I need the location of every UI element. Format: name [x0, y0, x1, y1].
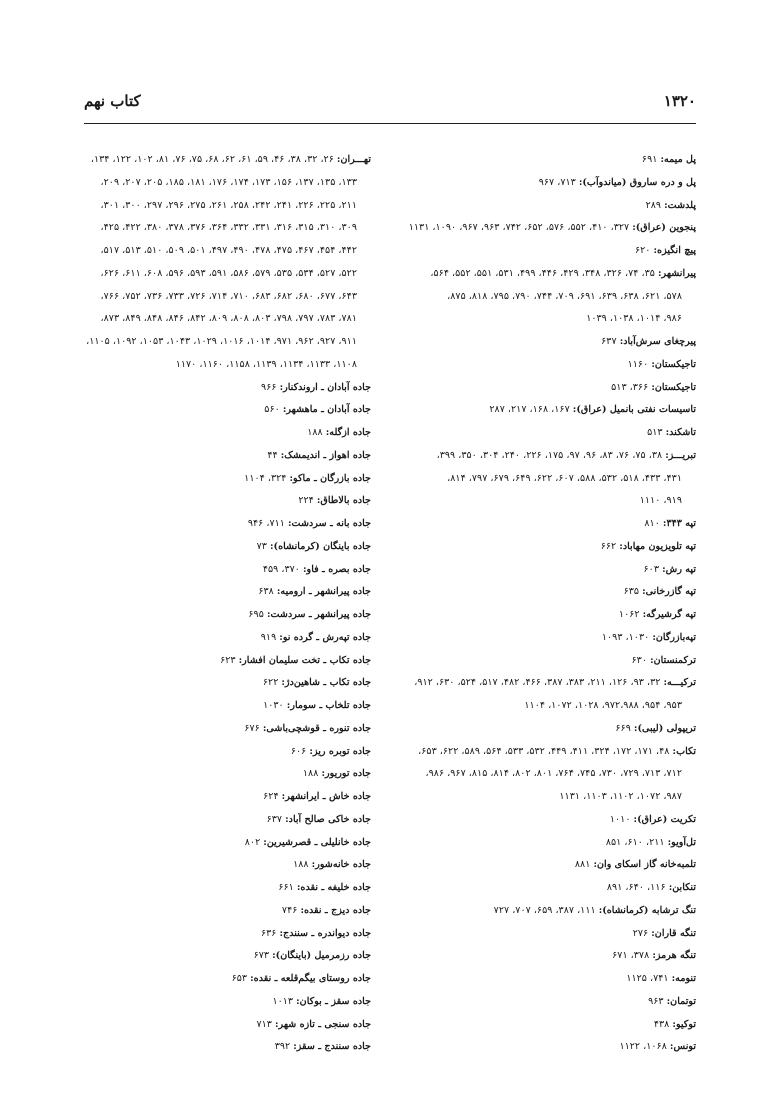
index-term: تنکابن:	[668, 882, 696, 893]
index-column-left	[81, 149, 371, 1059]
index-entry: تپه‌بازرگان: ۱۰۳۰، ۱۰۹۳	[601, 631, 696, 643]
index-entry: جاده دیزج ـ نقده: ۷۴۶	[281, 904, 371, 916]
index-term: توتمان:	[666, 995, 696, 1007]
index-entry: جاده تپه‌رش ـ گرده نو: ۹۱۹	[260, 631, 371, 643]
index-term: تاجیکستان:	[651, 358, 696, 370]
index-term: پنجوین (عراق):	[632, 222, 696, 234]
index-entry: تهـــران: ۲۶، ۳۲، ۳۸، ۴۶، ۵۹، ۶۱، ۶۲، ۶۸، ۷۵، ۷۶، ۸۱، ۱۰۲، ۱۲۲، ۱۳۴،	[90, 154, 371, 165]
index-entry: پیرانشهر: ۳۵، ۷۴، ۳۲۶، ۳۴۸، ۴۲۹، ۴۴۶، ۴۹۹، ۵۳۱، ۵۵۱، ۵۵۲، ۵۶۴،	[430, 267, 696, 279]
index-entry: جاده پیرانشهر ـ سردشت: ۶۹۵	[248, 609, 371, 620]
index-entry: جاده تنوره ـ قوشچی‌باشی: ۶۷۶	[244, 722, 371, 734]
index-entry: پلدشت: ۲۸۹	[645, 199, 696, 211]
index-term: جاده تپه‌رش ـ گرده نو:	[279, 631, 371, 643]
index-entry-continuation: ۵۷۸، ۶۲۱، ۶۳۸، ۶۳۹، ۶۹۱، ۷۰۹، ۷۴۴، ۷۹۰، ۷۹۵، ۸۱۸، ۸۷۵،	[447, 290, 682, 302]
index-entry: جاده خاکی صالح آباد: ۶۳۷	[266, 813, 371, 825]
index-term: توکیو:	[672, 1018, 696, 1030]
index-entry-continuation: ۳۰۹، ۳۱۰، ۳۱۵، ۳۱۶، ۳۳۱، ۳۳۲، ۳۶۴، ۳۷۶، ۳۷۸، ۳۸۰، ۴۲۲، ۴۲۵،	[100, 222, 357, 234]
index-entry-continuation: ۹۱۱، ۹۲۷، ۹۶۲، ۹۷۱، ۱۰۱۴، ۱۰۱۶، ۱۰۲۹، ۱۰۴۳، ۱۰۵۳، ۱۰۹۲، ۱۱۰۵،	[86, 336, 357, 347]
index-term: ترکیـــه:	[663, 677, 696, 689]
index-term: تکاب:	[672, 745, 696, 757]
index-term: جاده خلیفه ـ نقده:	[296, 882, 371, 893]
index-term: تهـــران:	[336, 154, 371, 165]
index-term: پل و دره ساروق (میاندوآب):	[578, 176, 696, 188]
index-term: تاشکند:	[665, 427, 696, 438]
index-entry-continuation: ۴۴۲، ۴۵۴، ۴۶۷، ۴۷۵، ۴۷۸، ۴۹۰، ۴۹۷، ۵۰۱، ۵۰۹، ۵۱۰، ۵۱۳، ۵۱۷،	[100, 245, 357, 256]
index-entry-continuation: ۱۳۳، ۱۳۵، ۱۳۷، ۱۵۶، ۱۷۳، ۱۷۴، ۱۷۶، ۱۸۱، ۱۸۵، ۲۰۵، ۲۰۷، ۲۰۹،	[100, 176, 357, 188]
index-term: جاده بازرگان ـ ماکو:	[289, 472, 371, 484]
index-term: جاده خاش ـ ایرانشهر:	[281, 791, 371, 802]
index-entry: توکیو: ۴۳۸	[653, 1018, 696, 1030]
index-term: جاده تکاب ـ تخت سلیمان افشار:	[238, 654, 371, 666]
index-term: جاده دیزج ـ نقده:	[300, 904, 371, 916]
index-entry: جاده خانلیلی ـ قصرشیرین: ۸۰۲	[244, 836, 371, 848]
index-term: جاده اهواز ـ اندیمشک:	[280, 449, 371, 461]
index-term: جاده باینگان (کرمانشاه):	[270, 540, 371, 552]
index-entry-continuation: ۹۱۹، ۱۱۱۰	[639, 495, 682, 507]
page-number: ۱۳۲۰	[663, 92, 696, 110]
index-term: جاده توبره ریز:	[309, 745, 371, 757]
index-entry: تپه گازرخانی: ۶۳۵	[623, 586, 696, 598]
index-entry: جاده تلخاب ـ سومار: ۱۰۳۰	[263, 700, 371, 711]
index-entry: جاده خانه‌شور: ۱۸۸	[293, 859, 371, 871]
index-entry: تپه رش: ۶۰۳	[643, 563, 696, 575]
index-term: جاده دیواندره ـ سنندج:	[279, 927, 371, 939]
index-term: جاده خانلیلی ـ قصرشیرین:	[263, 836, 371, 848]
index-term: جاده سنندج ـ سقز:	[293, 1041, 371, 1053]
index-term: تنگه هرمز:	[652, 950, 696, 962]
index-term: جاده آبادان ـ ماهشهر:	[282, 404, 371, 416]
index-entry-continuation: ۲۱۱، ۲۲۵، ۲۲۶، ۲۴۱، ۲۴۲، ۲۵۸، ۲۶۱، ۲۷۵، ۲۹۶، ۲۹۷، ۳۰۰، ۳۰۱،	[100, 199, 357, 211]
index-entry: توتمان: ۹۶۳	[648, 995, 696, 1007]
index-entry: جاده بالاطاق: ۲۲۴	[298, 495, 371, 507]
index-term: جاده پیرانشهر ـ سردشت:	[266, 609, 371, 620]
index-entry: تاسیسات نفتی بانمیل (عراق): ۱۶۷، ۱۶۸، ۲۱۷، ۲۸۷	[489, 404, 696, 416]
index-entry-continuation: ۹۵۳، ۹۵۴، ۹۷۲،۹۸۸، ۱۰۲۸، ۱۰۷۲، ۱۱۰۴	[524, 700, 682, 711]
index-term: جاده بانه ـ سردشت:	[288, 518, 371, 529]
book-title: کتاب نهم	[84, 92, 141, 110]
index-term: جاده ازگله:	[325, 427, 371, 438]
index-entry: تنگ ترشابه (کرمانشاه): ۱۱۱، ۳۸۷، ۶۵۹، ۷۰۷، ۷۲۷	[493, 904, 696, 916]
index-entry: جاده سنجی ـ تازه شهر: ۷۱۳	[256, 1018, 371, 1030]
index-column-right	[396, 149, 696, 1059]
header-rule	[84, 123, 696, 124]
index-term: تپه گازرخانی:	[642, 586, 696, 598]
index-entry: جاده بصره ـ فاو: ۳۷۰، ۴۵۹	[262, 563, 371, 575]
index-term: پیرچغای سرش‌آباد:	[619, 336, 696, 347]
index-term: تلمبه‌خانه گاز اسکای وان:	[593, 859, 696, 871]
index-entry: تلمبه‌خانه گاز اسکای وان: ۸۸۱	[574, 859, 696, 871]
index-entry: تپه تلویزیون مهاباد: ۶۶۲	[600, 540, 696, 552]
index-entry: تنگه هرمز: ۳۷۸، ۶۷۱	[612, 950, 696, 962]
index-term: جاده توریور:	[321, 768, 371, 780]
index-entry: تل‌آویو: ۲۱۱، ۶۱۰، ۸۵۱	[605, 836, 696, 848]
index-entry: جاده توبره ریز: ۶۰۶	[290, 745, 371, 757]
index-entry: تپه گرشیرگه: ۱۰۶۲	[618, 609, 696, 620]
index-term: تنگه قاران:	[651, 927, 696, 939]
index-entry: جاده سنندج ـ سقز: ۳۹۲	[274, 1041, 371, 1053]
index-term: تونس:	[669, 1041, 696, 1053]
index-term: جاده خانه‌شور:	[311, 859, 371, 871]
index-term: تبریـــز:	[665, 449, 696, 461]
index-entry: تریپولی (لیبی): ۶۶۹	[615, 722, 696, 734]
index-entry: پیرچغای سرش‌آباد: ۶۳۷	[601, 336, 696, 347]
index-entry: جاده ازگله: ۱۸۸	[307, 427, 371, 438]
index-entry-continuation: ۱۱۰۸، ۱۱۳۳، ۱۱۳۴، ۱۱۳۹، ۱۱۵۸، ۱۱۶۰، ۱۱۷۰	[175, 358, 357, 370]
index-term: جاده بالاطاق:	[316, 495, 371, 507]
index-entry: تکاب: ۴۸، ۱۷۱، ۱۷۲، ۳۲۴، ۴۱۱، ۴۴۹، ۵۳۲، ۵۳۳، ۵۶۴، ۵۸۹، ۶۲۲، ۶۵۳،	[418, 745, 696, 757]
index-term: ترکمنستان:	[650, 654, 696, 666]
index-term: تکریت (عراق):	[633, 813, 696, 825]
index-entry: جاده تکاب ـ تخت سلیمان افشار: ۶۲۳	[220, 654, 371, 666]
index-entry: جاده تکاب ـ شاهین‌دژ: ۶۲۲	[262, 677, 371, 689]
index-term: جاده روستای بیگم‌قلعه ـ نقده:	[250, 973, 371, 984]
index-term: پیرانشهر:	[657, 267, 696, 279]
index-entry: تنگه قاران: ۲۷۶	[632, 927, 696, 939]
index-entry-continuation: ۹۸۷، ۱۰۷۲، ۱۱۰۲، ۱۱۰۳، ۱۱۳۱	[559, 791, 682, 802]
index-term: جاده سقز ـ بوکان:	[296, 995, 371, 1007]
index-entry: جاده سقز ـ بوکان: ۱۰۱۳	[272, 995, 371, 1007]
index-entry: پنجوین (عراق): ۳۲۷، ۴۱۰، ۵۵۲، ۵۷۶، ۶۵۲، ۷۴۲، ۹۶۳، ۹۶۷، ۱۰۹۰، ۱۱۳۱	[408, 222, 696, 234]
index-entry: جاده رزمرمیل (باینگان): ۶۷۳	[253, 950, 371, 962]
index-entry: تاجیکستان: ۱۱۶۰	[627, 358, 696, 370]
index-entry: جاده بانه ـ سردشت: ۷۱۱، ۹۴۶	[247, 518, 371, 529]
index-term: جاده خاکی صالح آباد:	[285, 813, 371, 825]
index-term: تپه تلویزیون مهاباد:	[619, 540, 696, 552]
index-entry: جاده خاش ـ ایرانشهر: ۶۲۴	[263, 791, 371, 802]
index-term: تل‌آویو:	[667, 836, 696, 848]
index-term: جاده رزمرمیل (باینگان):	[272, 950, 371, 962]
index-term: جاده تکاب ـ شاهین‌دژ:	[281, 677, 371, 689]
index-entry-continuation: ۵۲۲، ۵۲۷، ۵۳۴، ۵۳۵، ۵۷۹، ۵۸۶، ۵۹۱، ۵۹۳، ۵۹۶، ۶۰۸، ۶۱۱، ۶۲۶،	[100, 267, 357, 279]
index-term: تاسیسات نفتی بانمیل (عراق):	[572, 404, 696, 416]
index-entry: جاده باینگان (کرمانشاه): ۷۳	[256, 540, 371, 552]
index-entry: پل و دره ساروق (میاندوآب): ۷۱۳، ۹۶۷	[538, 176, 696, 188]
index-entry: تاجیکستان: ۳۶۶، ۵۱۳	[611, 381, 696, 393]
index-term: جاده تلخاب ـ سومار:	[286, 700, 371, 711]
index-term: تنگ ترشابه (کرمانشاه):	[598, 904, 696, 916]
index-entry: ترکیـــه: ۳۲، ۹۳، ۱۲۶، ۲۱۱، ۳۸۳، ۳۸۷، ۴۶۶، ۴۸۲، ۵۱۷، ۵۲۴، ۶۳۰، ۹۱۲،	[414, 677, 696, 689]
index-entry: ترکمنستان: ۶۳۰	[631, 654, 696, 666]
index-term: جاده سنجی ـ تازه شهر:	[275, 1018, 371, 1030]
index-term: تپه رش:	[662, 563, 696, 575]
index-term: تنومه:	[671, 973, 696, 984]
index-entry: پیچ انگیزه: ۶۲۰	[634, 245, 696, 256]
index-term: پیچ انگیزه:	[653, 245, 696, 256]
index-entry: جاده اهواز ـ اندیمشک: ۴۴	[267, 449, 371, 461]
index-term: تپه ۳۴۳:	[662, 518, 696, 529]
index-entry: جاده پیرانشهر ـ ارومیه: ۶۳۸	[258, 586, 371, 598]
index-entry-continuation: ۷۱۲، ۷۱۳، ۷۲۹، ۷۳۰، ۷۴۵، ۷۶۴، ۸۰۱، ۸۰۲، ۸۱۴، ۸۱۵، ۹۶۷، ۹۸۶،	[425, 768, 682, 780]
index-term: جاده آبادان ـ اروندکنار:	[279, 381, 371, 393]
index-term: تپه‌بازرگان:	[652, 631, 696, 643]
index-term: پلدشت:	[664, 199, 696, 211]
index-entry: جاده بازرگان ـ ماکو: ۳۲۴، ۱۱۰۴	[244, 472, 371, 484]
index-entry-continuation: ۶۴۳، ۶۷۷، ۶۸۰، ۶۸۲، ۶۸۳، ۷۱۰، ۷۱۴، ۷۲۶، ۷۳۳، ۷۳۶، ۷۵۲، ۷۶۶،	[100, 290, 357, 302]
index-term: جاده بصره ـ فاو:	[303, 563, 371, 575]
index-entry: تاشکند: ۵۱۳	[647, 427, 696, 438]
index-entry: تکریت (عراق): ۱۰۱۰	[609, 813, 696, 825]
index-entry: تنومه: ۷۴۱، ۱۱۲۵	[626, 973, 696, 984]
index-entry: جاده روستای بیگم‌قلعه ـ نقده: ۶۵۳	[231, 973, 371, 984]
index-entry: جاده آبادان ـ ماهشهر: ۵۶۰	[264, 404, 371, 416]
index-term: تاجیکستان:	[651, 381, 696, 393]
index-term: جاده تنوره ـ قوشچی‌باشی:	[262, 722, 371, 734]
index-entry: جاده توریور: ۱۸۸	[302, 768, 371, 780]
index-entry-continuation: ۹۸۶، ۱۰۱۴، ۱۰۳۸، ۱۰۳۹	[586, 313, 682, 325]
index-entry: تونس: ۱۰۶۸، ۱۱۲۲	[619, 1041, 696, 1053]
index-entry: تنکابن: ۱۱۶، ۶۴۰، ۸۹۱	[606, 882, 696, 893]
index-entry-continuation: ۷۸۱، ۷۸۳، ۷۹۷، ۷۹۸، ۸۰۳، ۸۰۸، ۸۰۹، ۸۴۲، ۸۴۶، ۸۴۸، ۸۴۹، ۸۷۳،	[100, 313, 357, 325]
index-entry: پل میمه: ۶۹۱	[641, 154, 696, 165]
index-term: تریپولی (لیبی):	[633, 722, 696, 734]
index-term: جاده پیرانشهر ـ ارومیه:	[276, 586, 371, 598]
index-entry: جاده آبادان ـ اروندکنار: ۹۶۶	[261, 381, 371, 393]
index-entry-continuation: ۴۳۱، ۴۳۳، ۵۱۸، ۵۳۲، ۵۸۸، ۶۰۷، ۶۲۲، ۶۴۹، ۶۷۹، ۷۹۷، ۸۱۴،	[447, 472, 682, 484]
page-header	[84, 92, 696, 116]
index-entry: تبریـــز: ۳۸، ۷۵، ۷۶، ۸۳، ۹۶، ۹۷، ۱۷۵، ۲۲۶، ۲۴۰، ۳۰۴، ۳۵۰، ۳۹۹،	[436, 449, 696, 461]
index-entry: جاده دیواندره ـ سنندج: ۶۳۶	[260, 927, 371, 939]
index-term: پل میمه:	[660, 154, 696, 165]
index-term: تپه گرشیرگه:	[642, 609, 696, 620]
index-entry: جاده خلیفه ـ نقده: ۶۶۱	[278, 882, 371, 893]
index-entry: تپه ۳۴۳: ۸۱۰	[644, 518, 696, 529]
